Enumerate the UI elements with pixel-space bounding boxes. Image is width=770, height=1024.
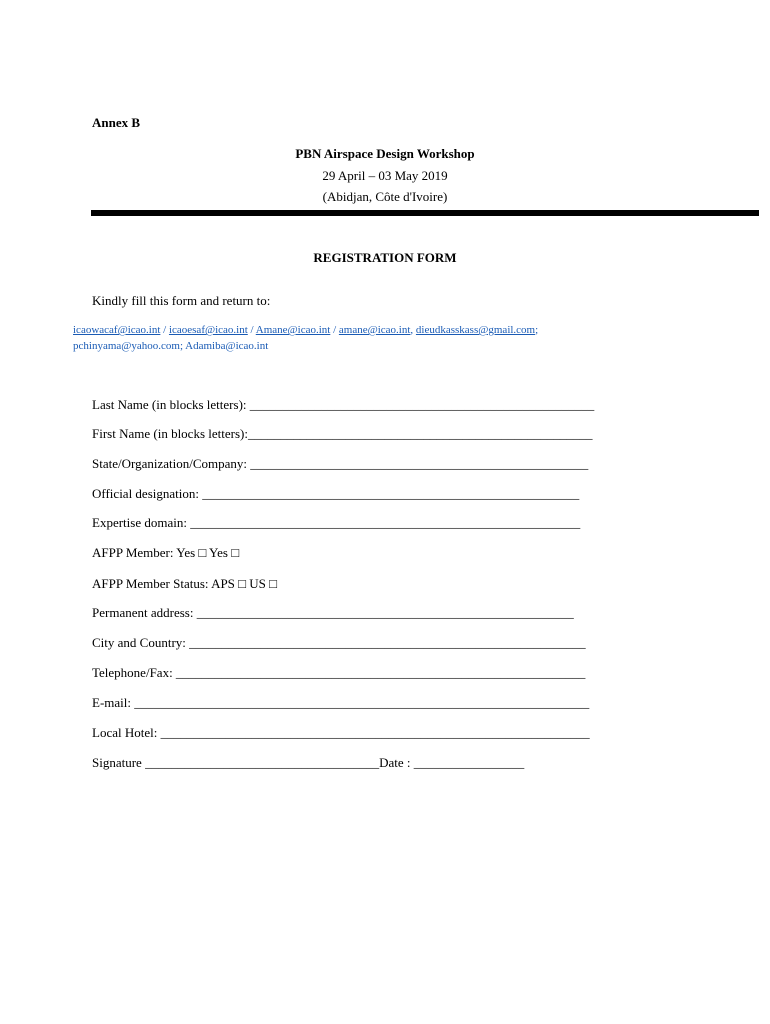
afpp-member-field[interactable]: AFPP Member: Yes □ Yes □: [92, 545, 240, 560]
email-field[interactable]: E-mail: ______________________________________________________________________: [92, 695, 590, 710]
last-name-field[interactable]: Last Name (in blocks letters): _____________________________________________________: [92, 397, 595, 412]
workshop-location: (Abidjan, Côte d'Ivoire): [322, 189, 448, 204]
email-separator: /: [247, 324, 256, 336]
emails-line-2[interactable]: pchinyama@yahoo.com; Adamiba@icao.int: [73, 340, 269, 352]
email-link[interactable]: icaoesaf@icao.int: [168, 324, 248, 336]
intro-text: Kindly fill this form and return to:: [92, 293, 271, 308]
email-separator: /: [330, 324, 339, 336]
signature-date-field[interactable]: Signature ____________________________________Date : _________________: [92, 755, 525, 770]
annex-label: Annex B: [92, 115, 141, 130]
expertise-field[interactable]: Expertise domain: ____________________________________________________________: [92, 515, 581, 530]
workshop-dates: 29 April – 03 May 2019: [322, 168, 448, 183]
emails-line-1: [73, 322, 538, 338]
city-country-field[interactable]: City and Country: _____________________________________________________________: [92, 635, 586, 650]
email-link[interactable]: amane@icao.int: [338, 324, 411, 336]
email-link[interactable]: dieudkasskass@gmail.com: [415, 324, 536, 336]
contact-emails: [73, 322, 538, 354]
workshop-title: PBN Airspace Design Workshop: [295, 146, 475, 161]
email-separator: ;: [535, 324, 539, 336]
hotel-field[interactable]: Local Hotel: __________________________________________________________________: [92, 725, 590, 740]
form-title: REGISTRATION FORM: [313, 250, 457, 265]
designation-field[interactable]: Official designation: __________________________________________________________: [92, 486, 580, 501]
email-link[interactable]: Amane@icao.int: [255, 324, 331, 336]
telephone-field[interactable]: Telephone/Fax: _______________________________________________________________: [92, 665, 586, 680]
address-field[interactable]: Permanent address: __________________________________________________________: [92, 605, 574, 620]
organization-field[interactable]: State/Organization/Company: ____________________________________________________: [92, 456, 589, 471]
email-separator: /: [160, 324, 169, 336]
first-name-field[interactable]: First Name (in blocks letters):_____________________________________________________: [92, 426, 593, 441]
email-separator: ,: [410, 324, 416, 336]
afpp-status-field[interactable]: AFPP Member Status: APS □ US □: [92, 576, 277, 591]
email-link[interactable]: icaowacaf@icao.int: [73, 324, 161, 336]
header-divider: [91, 210, 759, 216]
